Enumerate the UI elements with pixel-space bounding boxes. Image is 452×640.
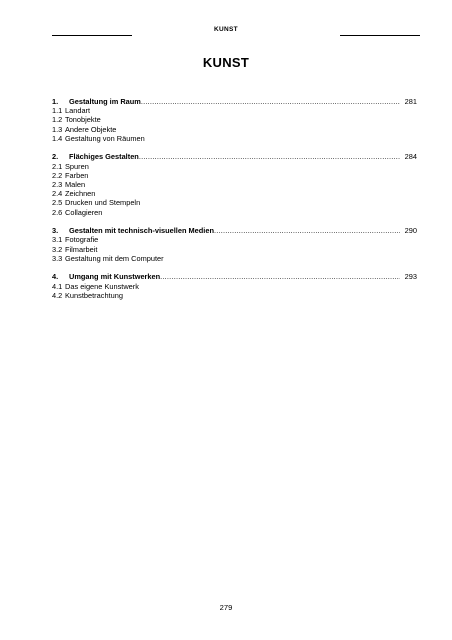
running-header (0, 26, 452, 38)
subsection-number: 4.1 (52, 281, 63, 291)
section-title: Umgang mit Kunstwerken (69, 272, 161, 282)
subsection-title: Landart (65, 106, 91, 116)
subsection-title: Kunstbetrachtung (65, 290, 123, 300)
dot-leader (141, 97, 400, 106)
subsection-title: Collagieren (65, 207, 103, 217)
subsection-title: Andere Objekte (65, 124, 117, 134)
subsection-number: 2.3 (52, 180, 63, 190)
toc-subsection-entry (52, 171, 417, 180)
subsection-title: Gestaltung von Räumen (65, 133, 145, 143)
running-header-title: KUNST (214, 26, 238, 33)
subsection-title: Zeichnen (65, 189, 96, 199)
subsection-number: 1.2 (52, 115, 63, 125)
toc-subsection-entry (52, 245, 417, 254)
toc-section (52, 97, 417, 143)
toc-subsection-entry (52, 254, 417, 263)
page-number: 279 (219, 603, 233, 612)
section-number: 1. (52, 97, 59, 106)
subsection-number: 2.6 (52, 207, 63, 217)
subsection-title: Drucken und Stempeln (65, 198, 141, 208)
toc-section-entry (52, 226, 417, 235)
toc-subsection-entry (52, 189, 417, 198)
subsection-title: Farben (65, 170, 89, 180)
section-page-number: 290 (404, 226, 417, 236)
toc-section (52, 272, 417, 300)
header-rule-right (340, 35, 420, 36)
page-title: KUNST (202, 55, 250, 70)
section-number: 2. (52, 152, 59, 162)
header-rule-left (52, 35, 132, 36)
toc-subsection-entry (52, 180, 417, 189)
toc-section-entry (52, 97, 417, 106)
subsection-number: 2.5 (52, 198, 63, 208)
toc-subsection-entry (52, 208, 417, 217)
subsection-number: 2.4 (52, 189, 63, 199)
subsection-title: Filmarbeit (65, 244, 98, 254)
subsection-number: 1.3 (52, 124, 63, 134)
toc-subsection-entry (52, 115, 417, 124)
toc-subsection-entry (52, 291, 417, 300)
section-page-number: 284 (404, 152, 417, 162)
toc-section-entry (52, 152, 417, 161)
toc-subsection-entry (52, 134, 417, 143)
dot-leader (214, 226, 400, 235)
subsection-number: 3.3 (52, 253, 63, 263)
subsection-number: 1.1 (52, 106, 63, 116)
section-number: 4. (52, 272, 59, 282)
section-page-number: 293 (404, 272, 417, 282)
subsection-number: 4.2 (52, 290, 63, 300)
toc-subsection-entry (52, 235, 417, 244)
subsection-number: 3.1 (52, 235, 63, 245)
subsection-title: Spuren (65, 161, 89, 171)
section-title: Gestalten mit technisch-visuellen Medien (69, 226, 214, 236)
subsection-title: Fotografie (65, 235, 99, 245)
toc-subsection-entry (52, 198, 417, 207)
subsection-number: 1.4 (52, 133, 63, 143)
dot-leader (160, 272, 400, 281)
section-title: Gestaltung im Raum (69, 97, 141, 106)
subsection-title: Tonobjekte (65, 115, 101, 125)
dot-leader (139, 152, 400, 161)
toc-subsection-entry (52, 162, 417, 171)
toc-section-entry (52, 272, 417, 281)
subsection-title: Gestaltung mit dem Computer (65, 253, 164, 263)
subsection-number: 3.2 (52, 244, 63, 254)
subsection-title: Das eigene Kunstwerk (65, 281, 139, 291)
subsection-number: 2.2 (52, 170, 63, 180)
toc-subsection-entry (52, 106, 417, 115)
toc-subsection-entry (52, 282, 417, 291)
section-number: 3. (52, 226, 59, 236)
table-of-contents (52, 97, 417, 309)
subsection-number: 2.1 (52, 161, 63, 171)
subsection-title: Malen (65, 180, 86, 190)
toc-section (52, 226, 417, 263)
toc-subsection-entry (52, 125, 417, 134)
toc-section (52, 152, 417, 216)
section-page-number: 281 (404, 97, 417, 106)
section-title: Flächiges Gestalten (69, 152, 139, 162)
